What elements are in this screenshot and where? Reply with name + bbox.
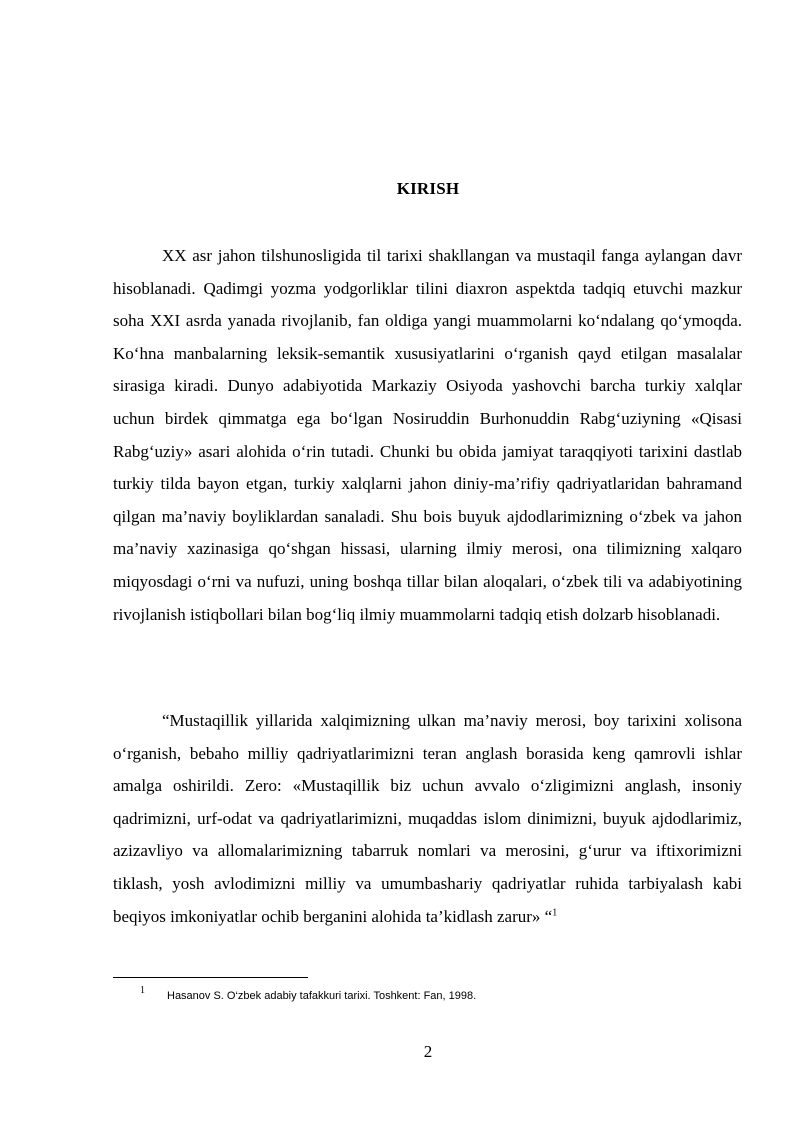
footnote-reference[interactable]: 1 — [552, 906, 558, 918]
footnote-separator — [113, 977, 308, 978]
footnote-text: Hasanov S. O‘zbek adabiy tafakkuri tarixi. Toshkent: Fan, 1998. — [167, 990, 477, 1002]
page-number: 2 — [423, 1042, 433, 1061]
paragraph-1-text: XX asr jahon tilshunosligida til tarixi shakllangan va mustaqil fanga aylangan davr hisoblanadi. Qadimgi yozma yodgorliklar tilini diaxron aspektda tadqiq etuvchi mazkur soha XXI asrda yanada rivojlanib, fan oldiga yangi muammolarni ko‘ndalang qo‘ymoqda. Ko‘hna manbalarning leksik-semantik xususiyatlarini o‘rganish qayd etilgan masalalar sirasiga kiradi. Dunyo adabiyotida Markaziy Osiyoda yashovchi barcha turkiy xalqlar uchun birdek qimmatga ega bo‘lgan Nosiruddin Burhonuddin Rabg‘uziyning «Qisasi Rabg‘uziy» asari alohida o‘rin tutadi. Chunki bu obida jamiyat taraqqiyoti tarixini dastlab turkiy tilda bayon etgan, turkiy xalqlarni jahon diniy-ma’rifiy qadriyatlaridan bahramand qilgan ma’naviy boyliklardan sanaladi. Shu bois buyuk ajdodlarimizning o‘zbek va jahon ma’naviy xazinasiga qo‘shgan hissasi, ularning ilmiy merosi, ona tilimizning xalqaro miqyosdagi o‘rni va nufuzi, uning boshqa tillar bilan aloqalari, o‘zbek tili va adabiyotining rivojlanish istiqbollari bilan bog‘liq ilmiy muammolarni tadqiq etish dolzarb hisoblanadi. — [113, 246, 742, 624]
section-heading: KIRISH — [396, 179, 460, 198]
paragraph-2-text: “Mustaqillik yillarida xalqimizning ulkan ma’naviy merosi, boy tarixini xolisona o‘rganish, bebaho milliy qadriyatlarimizni teran anglash borasida keng qamrovli ishlar amalga oshirildi. Zero: «Mustaqillik biz uchun avvalo o‘zligimizni anglash, insoniy qadrimizni, urf-odat va qadriyatlarimizni, muqaddas islom dinimizni, buyuk ajdodlarimiz, azizavliyo va allomalarimizning tabarruk nomlari va merosini, g‘urur va iftixorimizni tiklash, yosh avlodimizni milliy va umumbashariy qadriyatlar ruhida tarbiyalash kabi beqiyos imkoniyatlar ochib berganini alohida ta’kidlash zarur» “ — [113, 711, 742, 926]
paragraph-2 — [113, 705, 742, 933]
footnote-mark: 1 — [140, 985, 145, 996]
paragraph-1 — [113, 240, 742, 631]
